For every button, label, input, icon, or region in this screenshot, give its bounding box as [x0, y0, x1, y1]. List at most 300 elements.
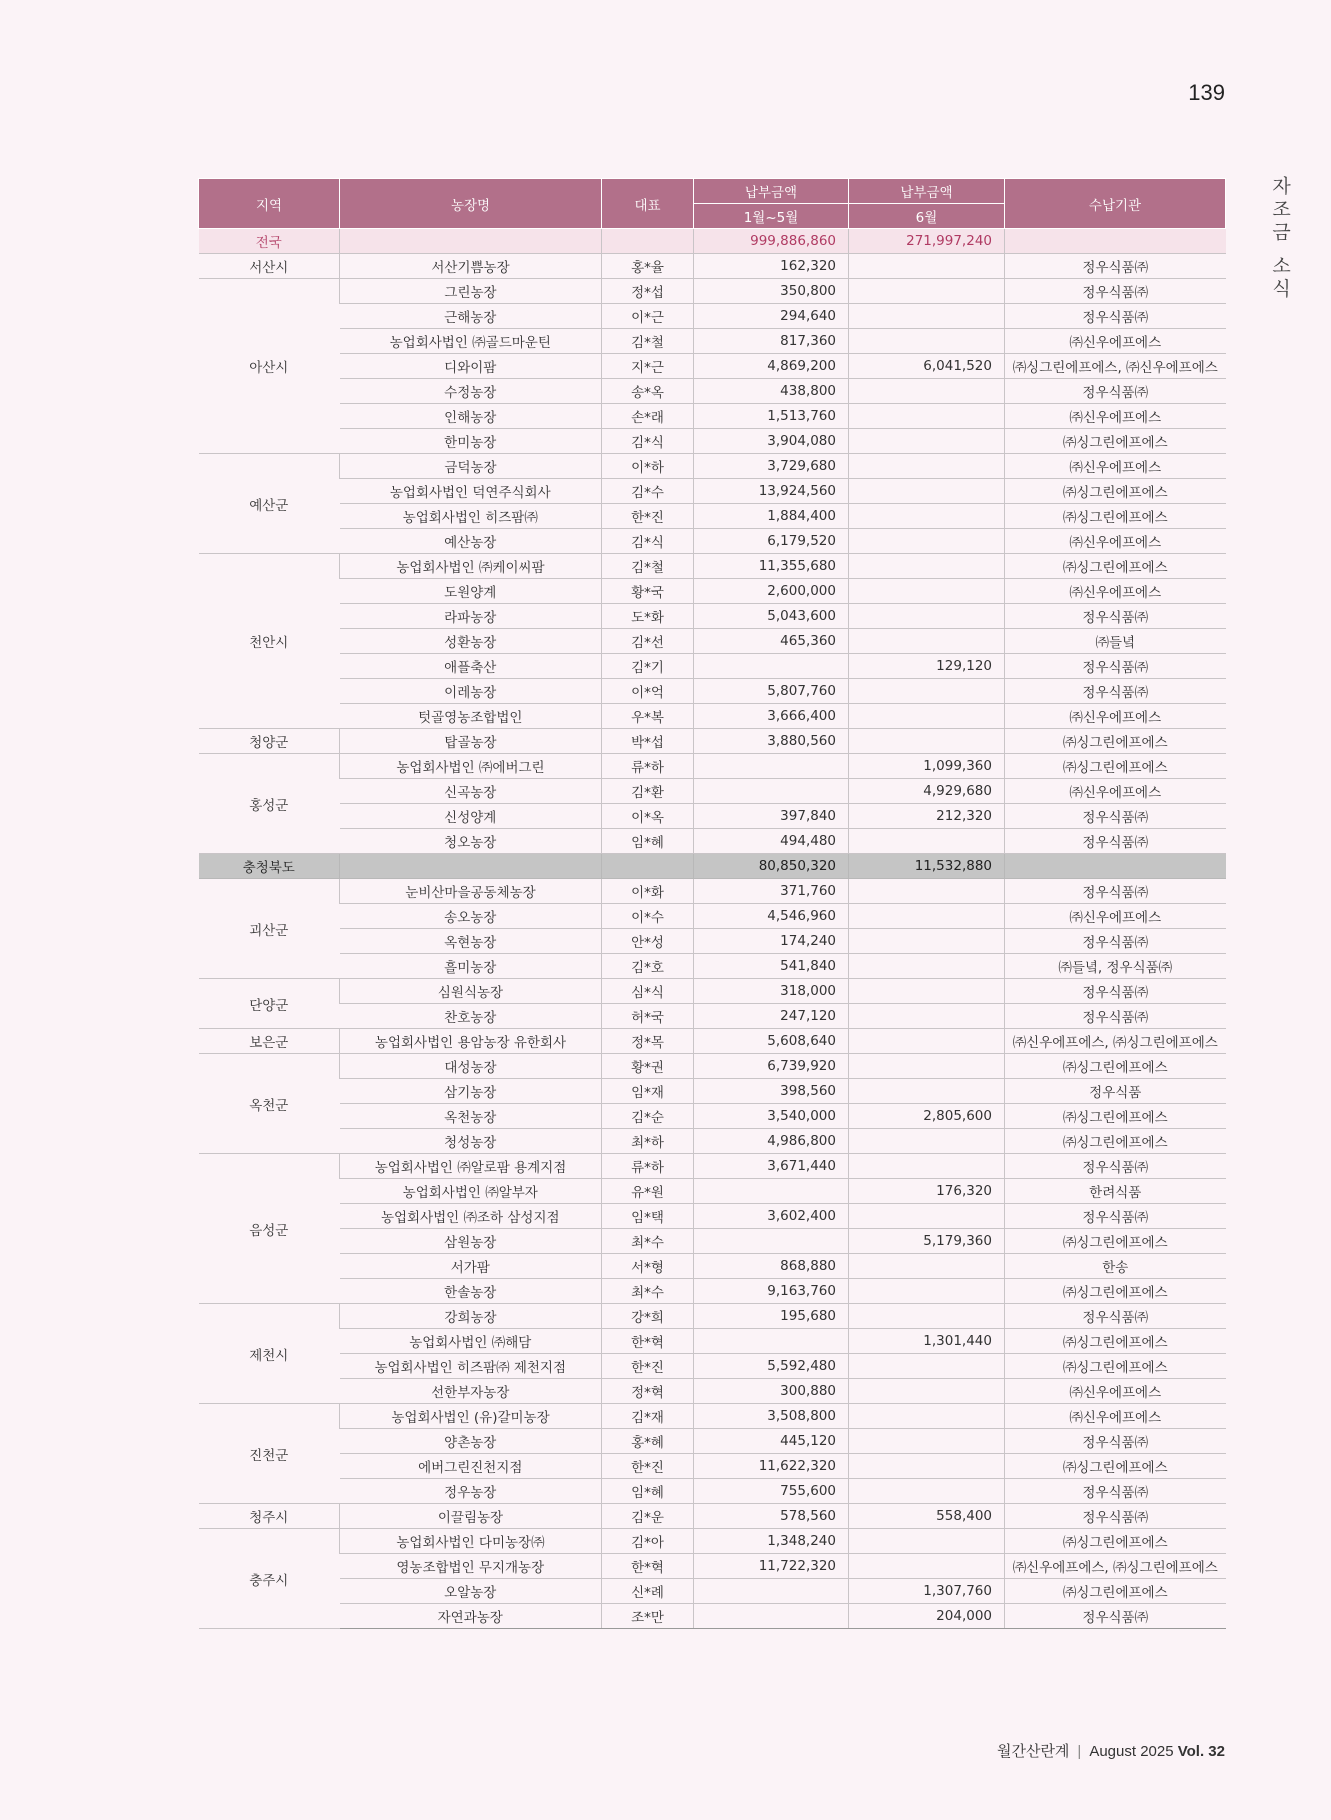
payment-jun-cell	[849, 454, 1005, 479]
farm-name-cell: 대성농장	[340, 1054, 602, 1079]
payment-jan-may-cell: 817,360	[694, 329, 849, 354]
collector-cell: ㈜싱그린에프에스	[1005, 429, 1226, 454]
collector-cell: 정우식품㈜	[1005, 379, 1226, 404]
footer-volume: Vol. 32	[1177, 1743, 1225, 1760]
table-row	[199, 1129, 1226, 1154]
farm-name-cell: 서가팜	[340, 1254, 602, 1279]
header-region: 지역	[199, 179, 340, 229]
representative-cell: 조*만	[602, 1604, 694, 1629]
representative-cell: 김*철	[602, 554, 694, 579]
collector-cell: 정우식품㈜	[1005, 1004, 1226, 1029]
payment-jan-may-cell: 3,904,080	[694, 429, 849, 454]
table-row	[199, 729, 1226, 754]
national-total-row-farm-blank	[340, 229, 602, 254]
farm-name-cell: 탑골농장	[340, 729, 602, 754]
header-collector: 수납기관	[1005, 179, 1226, 229]
farm-name-cell: 서산기쁨농장	[340, 254, 602, 279]
table-row	[199, 1604, 1226, 1629]
collector-cell: 정우식품㈜	[1005, 604, 1226, 629]
collector-cell: 정우식품㈜	[1005, 879, 1226, 904]
representative-cell: 정*섭	[602, 279, 694, 304]
table-row	[199, 1104, 1226, 1129]
collector-cell: ㈜싱그린에프에스	[1005, 1129, 1226, 1154]
table-row	[199, 979, 1226, 1004]
payment-jun-cell	[849, 1554, 1005, 1579]
farm-name-cell: 심원식농장	[340, 979, 602, 1004]
farm-name-cell: 애플축산	[340, 654, 602, 679]
representative-cell: 이*근	[602, 304, 694, 329]
representative-cell: 이*옥	[602, 804, 694, 829]
payment-jan-may-cell: 868,880	[694, 1254, 849, 1279]
farm-name-cell: 금덕농장	[340, 454, 602, 479]
table-row	[199, 354, 1226, 379]
collector-cell: 정우식품㈜	[1005, 654, 1226, 679]
header-pay-label-1: 납부금액	[694, 179, 849, 204]
table-row	[199, 779, 1226, 804]
farm-name-cell: 삼기농장	[340, 1079, 602, 1104]
farm-name-cell: 텃골영농조합법인	[340, 704, 602, 729]
collector-cell: ㈜싱그린에프에스	[1005, 1354, 1226, 1379]
payment-jan-may-cell: 195,680	[694, 1304, 849, 1329]
table-row	[199, 1379, 1226, 1404]
payment-jan-may-cell	[694, 1329, 849, 1354]
region-cell: 홍성군	[199, 754, 340, 854]
farm-name-cell: 삼원농장	[340, 1229, 602, 1254]
payment-jan-may-cell: 5,043,600	[694, 604, 849, 629]
table-row	[199, 554, 1226, 579]
farm-name-cell: 농업회사법인 히즈팜㈜	[340, 504, 602, 529]
table-header	[199, 179, 1226, 229]
table-row	[199, 1454, 1226, 1479]
farm-name-cell: 도원양계	[340, 579, 602, 604]
collector-cell: 정우식품㈜	[1005, 1154, 1226, 1179]
representative-cell: 황*국	[602, 579, 694, 604]
representative-cell: 심*식	[602, 979, 694, 1004]
collector-cell: ㈜들녘	[1005, 629, 1226, 654]
payment-jun-cell: 204,000	[849, 1604, 1005, 1629]
farm-name-cell: 그린농장	[340, 279, 602, 304]
collector-cell: ㈜신우에프에스, ㈜싱그린에프에스	[1005, 1554, 1226, 1579]
representative-cell: 한*진	[602, 1454, 694, 1479]
header-pay-label-2: 납부금액	[849, 179, 1005, 204]
collector-cell: 정우식품㈜	[1005, 979, 1226, 1004]
payment-jun-cell	[849, 979, 1005, 1004]
farm-name-cell: 농업회사법인 ㈜알부자	[340, 1179, 602, 1204]
region-cell: 천안시	[199, 554, 340, 729]
collector-cell: 정우식품㈜	[1005, 254, 1226, 279]
collector-cell: 정우식품㈜	[1005, 1429, 1226, 1454]
farm-name-cell: 농업회사법인 ㈜케이씨팜	[340, 554, 602, 579]
region-cell: 청주시	[199, 1504, 340, 1529]
farm-name-cell: 자연과농장	[340, 1604, 602, 1629]
footer-separator: |	[1077, 1743, 1082, 1760]
payment-jan-may-cell: 3,880,560	[694, 729, 849, 754]
representative-cell: 강*희	[602, 1304, 694, 1329]
collector-cell: ㈜싱그린에프에스	[1005, 1329, 1226, 1354]
payment-jan-may-cell	[694, 654, 849, 679]
payment-jun-cell	[849, 704, 1005, 729]
table-row	[199, 579, 1226, 604]
farm-name-cell: 농업회사법인 (유)갈미농장	[340, 1404, 602, 1429]
region-cell: 진천군	[199, 1404, 340, 1504]
payment-jan-may-cell	[694, 754, 849, 779]
table-row	[199, 929, 1226, 954]
province-subtotal-row-collector-blank	[1005, 854, 1226, 879]
payment-jan-may-cell: 6,179,520	[694, 529, 849, 554]
payment-jun-cell	[849, 904, 1005, 929]
region-cell: 충주시	[199, 1529, 340, 1629]
payment-jun-cell	[849, 579, 1005, 604]
province-subtotal-row-rep-blank	[602, 854, 694, 879]
payment-jan-may-cell: 6,739,920	[694, 1054, 849, 1079]
representative-cell: 김*호	[602, 954, 694, 979]
representative-cell: 정*혁	[602, 1379, 694, 1404]
payment-jun-cell: 212,320	[849, 804, 1005, 829]
province-subtotal-row-jun: 11,532,880	[849, 854, 1005, 879]
payment-jan-may-cell: 300,880	[694, 1379, 849, 1404]
payment-jun-cell: 2,805,600	[849, 1104, 1005, 1129]
payment-jan-may-cell: 755,600	[694, 1479, 849, 1504]
farm-name-cell: 송오농장	[340, 904, 602, 929]
representative-cell: 홍*혜	[602, 1429, 694, 1454]
representative-cell: 신*례	[602, 1579, 694, 1604]
payment-jan-may-cell: 494,480	[694, 829, 849, 854]
header-rep: 대표	[602, 179, 694, 229]
collector-cell: 정우식품㈜	[1005, 1204, 1226, 1229]
representative-cell: 김*철	[602, 329, 694, 354]
payment-jan-may-cell: 578,560	[694, 1504, 849, 1529]
payment-jun-cell	[849, 829, 1005, 854]
representative-cell: 임*택	[602, 1204, 694, 1229]
farm-name-cell: 예산농장	[340, 529, 602, 554]
table-body	[199, 229, 1226, 1629]
payment-jun-cell	[849, 379, 1005, 404]
representative-cell: 손*래	[602, 404, 694, 429]
table-row	[199, 1029, 1226, 1054]
representative-cell: 서*형	[602, 1254, 694, 1279]
representative-cell: 박*섭	[602, 729, 694, 754]
farm-name-cell: 영농조합법인 무지개농장	[340, 1554, 602, 1579]
collector-cell: 정우식품㈜	[1005, 929, 1226, 954]
representative-cell: 김*식	[602, 429, 694, 454]
representative-cell: 김*수	[602, 479, 694, 504]
table-row	[199, 479, 1226, 504]
collector-cell: 정우식품㈜	[1005, 1504, 1226, 1529]
section-side-title: 자조금 소식	[1269, 176, 1291, 302]
province-subtotal-row-farm-blank	[340, 854, 602, 879]
table-row	[199, 1279, 1226, 1304]
collector-cell: 한려식품	[1005, 1179, 1226, 1204]
farm-name-cell: 이레농장	[340, 679, 602, 704]
payment-jan-may-cell: 3,540,000	[694, 1104, 849, 1129]
representative-cell: 임*혜	[602, 829, 694, 854]
table-row	[199, 1479, 1226, 1504]
payment-jun-cell: 1,099,360	[849, 754, 1005, 779]
payment-jan-may-cell: 445,120	[694, 1429, 849, 1454]
payment-jan-may-cell: 294,640	[694, 304, 849, 329]
region-cell: 청양군	[199, 729, 340, 754]
payment-jun-cell	[849, 554, 1005, 579]
payment-jun-cell	[849, 1154, 1005, 1179]
payment-jun-cell: 5,179,360	[849, 1229, 1005, 1254]
representative-cell: 이*수	[602, 904, 694, 929]
representative-cell: 김*식	[602, 529, 694, 554]
payment-jun-cell: 4,929,680	[849, 779, 1005, 804]
table-row	[199, 504, 1226, 529]
payment-table	[198, 178, 1226, 1629]
payment-jan-may-cell: 5,608,640	[694, 1029, 849, 1054]
representative-cell: 임*혜	[602, 1479, 694, 1504]
payment-jan-may-cell	[694, 1179, 849, 1204]
province-subtotal-row-jan-may: 80,850,320	[694, 854, 849, 879]
payment-jan-may-cell: 1,513,760	[694, 404, 849, 429]
farm-name-cell: 수정농장	[340, 379, 602, 404]
national-total-row-label: 전국	[199, 229, 340, 254]
payment-jun-cell	[849, 429, 1005, 454]
table-row	[199, 1529, 1226, 1554]
payment-jun-cell	[849, 1379, 1005, 1404]
representative-cell: 김*환	[602, 779, 694, 804]
collector-cell: ㈜싱그린에프에스	[1005, 729, 1226, 754]
payment-jun-cell	[849, 954, 1005, 979]
representative-cell: 우*복	[602, 704, 694, 729]
payment-jan-may-cell: 3,508,800	[694, 1404, 849, 1429]
region-cell: 옥천군	[199, 1054, 340, 1154]
farm-name-cell: 라파농장	[340, 604, 602, 629]
national-total-row-jun: 271,997,240	[849, 229, 1005, 254]
payment-jun-cell	[849, 479, 1005, 504]
farm-name-cell: 강희농장	[340, 1304, 602, 1329]
table-row	[199, 454, 1226, 479]
farm-name-cell: 농업회사법인 ㈜에버그린	[340, 754, 602, 779]
payment-jun-cell	[849, 404, 1005, 429]
representative-cell: 류*하	[602, 1154, 694, 1179]
collector-cell: 정우식품	[1005, 1079, 1226, 1104]
farm-name-cell: 농업회사법인 덕연주식회사	[340, 479, 602, 504]
table-row	[199, 304, 1226, 329]
farm-name-cell: 인해농장	[340, 404, 602, 429]
payment-jan-may-cell: 4,986,800	[694, 1129, 849, 1154]
table-row	[199, 1004, 1226, 1029]
table-row	[199, 704, 1226, 729]
representative-cell: 한*혁	[602, 1554, 694, 1579]
region-cell: 보은군	[199, 1029, 340, 1054]
payment-jan-may-cell: 9,163,760	[694, 1279, 849, 1304]
payment-jan-may-cell: 11,355,680	[694, 554, 849, 579]
collector-cell: 정우식품㈜	[1005, 279, 1226, 304]
payment-jun-cell	[849, 1404, 1005, 1429]
table-row	[199, 1254, 1226, 1279]
representative-cell: 김*재	[602, 1404, 694, 1429]
payment-jun-cell	[849, 1054, 1005, 1079]
collector-cell: ㈜싱그린에프에스	[1005, 754, 1226, 779]
payment-jan-may-cell: 5,807,760	[694, 679, 849, 704]
farm-name-cell: 오알농장	[340, 1579, 602, 1604]
payment-jun-cell	[849, 1479, 1005, 1504]
payment-jun-cell	[849, 1029, 1005, 1054]
representative-cell: 최*수	[602, 1229, 694, 1254]
payment-jun-cell	[849, 1204, 1005, 1229]
payment-jun-cell	[849, 1354, 1005, 1379]
farm-name-cell: 에버그린진천지점	[340, 1454, 602, 1479]
farm-name-cell: 청오농장	[340, 829, 602, 854]
representative-cell: 정*목	[602, 1029, 694, 1054]
payment-jun-cell: 1,301,440	[849, 1329, 1005, 1354]
payment-jun-cell	[849, 279, 1005, 304]
farm-name-cell: 흘미농장	[340, 954, 602, 979]
farm-name-cell: 한미농장	[340, 429, 602, 454]
payment-jan-may-cell: 541,840	[694, 954, 849, 979]
payment-jun-cell	[849, 1079, 1005, 1104]
collector-cell: ㈜싱그린에프에스	[1005, 554, 1226, 579]
payment-jun-cell	[849, 504, 1005, 529]
region-cell: 음성군	[199, 1154, 340, 1304]
representative-cell: 송*옥	[602, 379, 694, 404]
region-cell: 단양군	[199, 979, 340, 1029]
table-row	[199, 829, 1226, 854]
collector-cell: 정우식품㈜	[1005, 1479, 1226, 1504]
representative-cell: 김*순	[602, 1104, 694, 1129]
farm-name-cell: 농업회사법인 히즈팜㈜ 제천지점	[340, 1354, 602, 1379]
representative-cell: 한*진	[602, 504, 694, 529]
payment-jun-cell	[849, 729, 1005, 754]
payment-jun-cell	[849, 1279, 1005, 1304]
representative-cell: 김*아	[602, 1529, 694, 1554]
payment-jun-cell	[849, 329, 1005, 354]
collector-cell: ㈜싱그린에프에스	[1005, 1579, 1226, 1604]
table-row	[199, 254, 1226, 279]
payment-jun-cell	[849, 1529, 1005, 1554]
table-row	[199, 1429, 1226, 1454]
payment-jan-may-cell	[694, 1604, 849, 1629]
table-row	[199, 1204, 1226, 1229]
payment-jan-may-cell: 397,840	[694, 804, 849, 829]
national-total-row-jan-may: 999,886,860	[694, 229, 849, 254]
payment-jan-may-cell: 3,666,400	[694, 704, 849, 729]
payment-jan-may-cell: 438,800	[694, 379, 849, 404]
table-row	[199, 754, 1226, 779]
collector-cell: ㈜신우에프에스	[1005, 1379, 1226, 1404]
payment-jun-cell: 129,120	[849, 654, 1005, 679]
payment-jun-cell: 558,400	[849, 1504, 1005, 1529]
header-jun: 6월	[849, 204, 1005, 229]
table-row	[199, 279, 1226, 304]
payment-jun-cell	[849, 679, 1005, 704]
collector-cell: ㈜싱그린에프에스, ㈜신우에프에스	[1005, 354, 1226, 379]
farm-name-cell: 찬호농장	[340, 1004, 602, 1029]
collector-cell: ㈜들녘, 정우식품㈜	[1005, 954, 1226, 979]
region-cell: 아산시	[199, 279, 340, 454]
payment-jan-may-cell: 465,360	[694, 629, 849, 654]
table-row	[199, 429, 1226, 454]
farm-name-cell: 농업회사법인 ㈜골드마운틴	[340, 329, 602, 354]
payment-jan-may-cell: 4,869,200	[694, 354, 849, 379]
table-row	[199, 1329, 1226, 1354]
farm-name-cell: 눈비산마을공동체농장	[340, 879, 602, 904]
region-cell: 서산시	[199, 254, 340, 279]
payment-jan-may-cell: 350,800	[694, 279, 849, 304]
region-cell: 제천시	[199, 1304, 340, 1404]
farm-name-cell: 디와이팜	[340, 354, 602, 379]
payment-jan-may-cell: 4,546,960	[694, 904, 849, 929]
payment-jan-may-cell	[694, 1579, 849, 1604]
payment-jun-cell	[849, 304, 1005, 329]
footer-magazine: 월간산란계	[996, 1743, 1070, 1760]
collector-cell: ㈜신우에프에스	[1005, 454, 1226, 479]
table-row	[199, 954, 1226, 979]
table-row	[199, 1054, 1226, 1079]
farm-name-cell: 농업회사법인 ㈜조하 삼성지점	[340, 1204, 602, 1229]
farm-name-cell: 농업회사법인 ㈜해담	[340, 1329, 602, 1354]
collector-cell: ㈜싱그린에프에스	[1005, 1279, 1226, 1304]
representative-cell: 이*하	[602, 454, 694, 479]
payment-jun-cell	[849, 604, 1005, 629]
collector-cell: ㈜신우에프에스	[1005, 779, 1226, 804]
payment-jun-cell	[849, 879, 1005, 904]
payment-jan-may-cell	[694, 1229, 849, 1254]
farm-name-cell: 신성양계	[340, 804, 602, 829]
national-total-row-collector-blank	[1005, 229, 1226, 254]
table-row	[199, 1079, 1226, 1104]
payment-jan-may-cell: 1,884,400	[694, 504, 849, 529]
payment-jun-cell: 176,320	[849, 1179, 1005, 1204]
payment-jan-may-cell: 3,729,680	[694, 454, 849, 479]
table-row	[199, 1179, 1226, 1204]
representative-cell: 도*화	[602, 604, 694, 629]
farm-name-cell: 이끌림농장	[340, 1504, 602, 1529]
region-cell: 예산군	[199, 454, 340, 554]
payment-jan-may-cell: 13,924,560	[694, 479, 849, 504]
payment-jun-cell	[849, 929, 1005, 954]
representative-cell: 임*재	[602, 1079, 694, 1104]
table-row	[199, 529, 1226, 554]
table-row	[199, 1229, 1226, 1254]
payment-jan-may-cell: 5,592,480	[694, 1354, 849, 1379]
farm-name-cell: 청성농장	[340, 1129, 602, 1154]
collector-cell: ㈜신우에프에스	[1005, 704, 1226, 729]
representative-cell: 한*혁	[602, 1329, 694, 1354]
representative-cell: 류*하	[602, 754, 694, 779]
table-row	[199, 1304, 1226, 1329]
payment-jun-cell	[849, 1004, 1005, 1029]
payment-jun-cell	[849, 1454, 1005, 1479]
collector-cell: ㈜싱그린에프에스	[1005, 504, 1226, 529]
collector-cell: ㈜신우에프에스, ㈜싱그린에프에스	[1005, 1029, 1226, 1054]
header-jan-may: 1월~5월	[694, 204, 849, 229]
representative-cell: 허*국	[602, 1004, 694, 1029]
farm-name-cell: 근해농장	[340, 304, 602, 329]
collector-cell: ㈜신우에프에스	[1005, 404, 1226, 429]
table-row	[199, 679, 1226, 704]
payment-jan-may-cell: 398,560	[694, 1079, 849, 1104]
table-row	[199, 1554, 1226, 1579]
representative-cell: 김*운	[602, 1504, 694, 1529]
collector-cell: 정우식품㈜	[1005, 679, 1226, 704]
representative-cell: 홍*율	[602, 254, 694, 279]
table-row	[199, 904, 1226, 929]
payment-jan-may-cell: 11,622,320	[694, 1454, 849, 1479]
representative-cell: 김*기	[602, 654, 694, 679]
collector-cell: 정우식품㈜	[1005, 804, 1226, 829]
table-row	[199, 1354, 1226, 1379]
collector-cell: 정우식품㈜	[1005, 829, 1226, 854]
representative-cell: 최*하	[602, 1129, 694, 1154]
payment-jun-cell	[849, 254, 1005, 279]
collector-cell: ㈜싱그린에프에스	[1005, 1104, 1226, 1129]
farm-name-cell: 농업회사법인 ㈜알로팜 용계지점	[340, 1154, 602, 1179]
payment-jan-may-cell: 11,722,320	[694, 1554, 849, 1579]
table-row	[199, 1154, 1226, 1179]
